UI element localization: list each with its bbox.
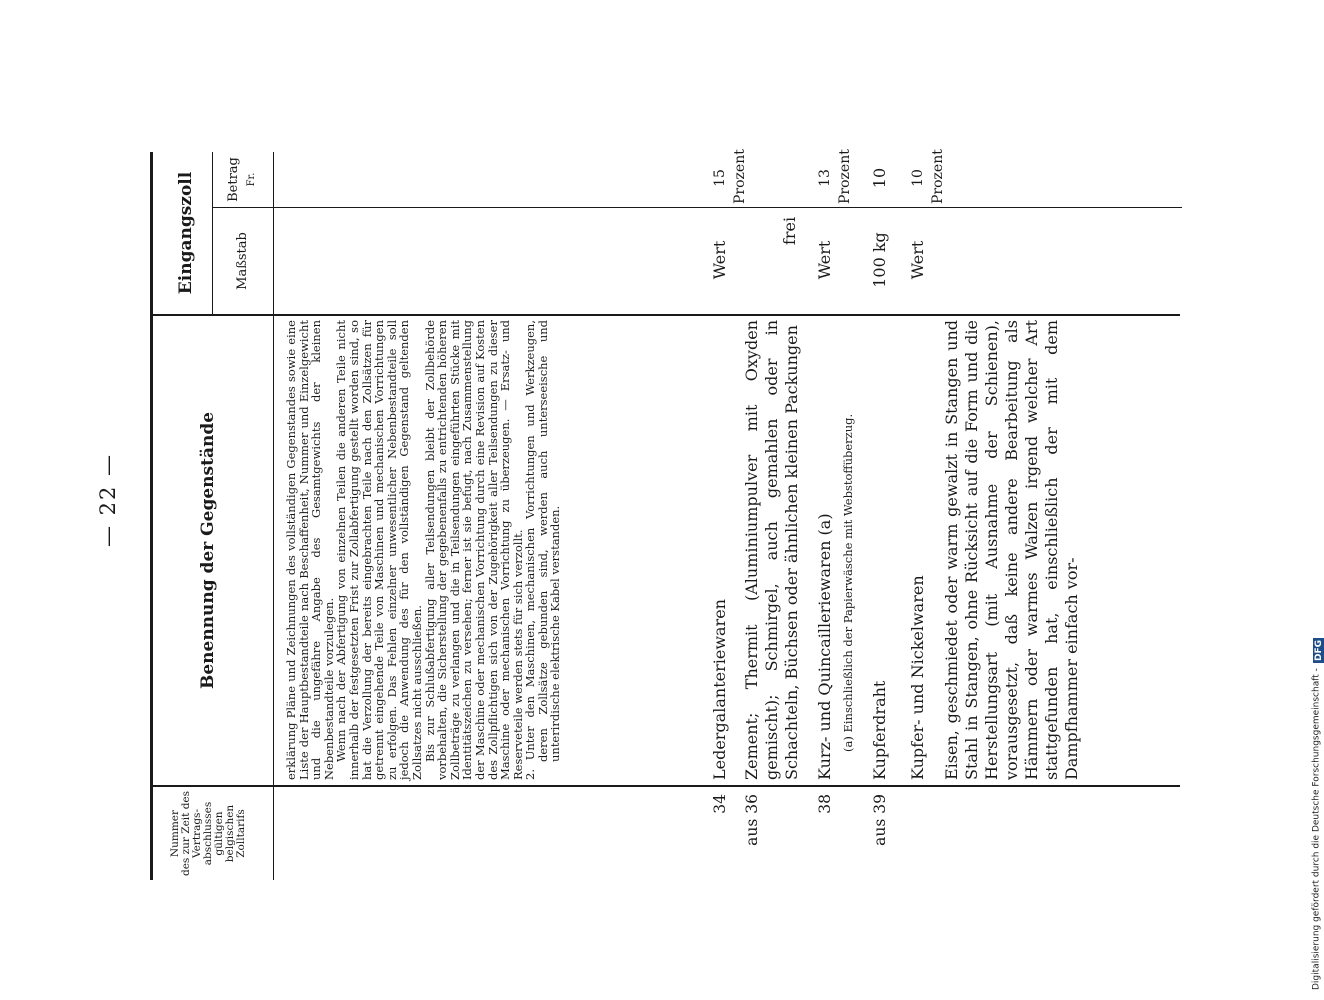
row-number: aus 39 <box>871 794 889 846</box>
header-nummer-line: abschlusses <box>202 801 214 866</box>
row-description: Zement; Thermit (Aluminiumpulver mit Oxyden gemischt); Schmirgel, auch gemahlen oder in Schachteln, Büchsen oder ähnlichen kleinen Packungen <box>742 320 801 780</box>
row-description: Ledergalanteriewaren <box>710 599 729 780</box>
header-bottom-rule <box>273 152 274 880</box>
header-benennung: Benennung der Gegenstände <box>198 411 218 690</box>
row-massstab: 100 kg <box>870 232 889 288</box>
attribution-text: Digitalisierung gefördert durch die Deutsche Forschungsgemeinschaft - <box>1311 668 1322 990</box>
header-nummer-line: Zolltarifs <box>235 809 247 858</box>
row-massstab: Wert <box>908 240 927 280</box>
row-betrag: 10 <box>870 167 889 189</box>
header-nummer-line: gültigen belgischen <box>213 804 236 863</box>
row-number: 34 <box>711 794 729 814</box>
header-massstab: Maßstab <box>235 232 250 290</box>
column-rule-3 <box>212 207 1182 208</box>
row-betrag: 10 Prozent <box>910 149 946 204</box>
row-description: Eisen, geschmiedet oder warm gewalzt in Stangen und Stahl in Stangen, ohne Rücksicht auf die Form und die Herstellungsart (mit Ausnahme der Schienen), vorausgesetzt, daß keine andere Bearbeitung als Hämmern oder warmes Walzen irgend welcher Art stattgefunden hat, einschließlich der mit dem Dampfhammer einfach vor- <box>942 320 1081 780</box>
header-nummer <box>170 787 247 880</box>
row-betrag: frei <box>780 216 799 246</box>
header-nummer-line: Nummer <box>169 809 181 858</box>
header-eingangszoll: Eingangszoll <box>176 171 196 295</box>
intro-paragraph: erklärung Pläne und Zeichnungen des vollständigen Gegenstandes sowie eine Liste der Hauptbestandteile nach Beschaffenheit, Nummer und Einzelgewicht und die ungefähre Angabe des Gesamtgewichts der kleinen Nebenbestandteile vorzulegen. <box>284 320 336 780</box>
row-note: (a) Einschließlich der Papierwäsche mit Webstoffüberzug. <box>841 413 855 752</box>
row-number: aus 36 <box>743 794 761 846</box>
row-massstab: Wert <box>815 240 834 280</box>
row-description: Kurz- und Quincailleriewaren (a) <box>815 513 834 780</box>
row-description: Kupferdraht <box>870 680 889 780</box>
intro-paragraph: 2. Unter den Maschinen, mechanischen Vorrichtungen und Werkzeugen, deren Zollsätze gebunden sind, werden auch unterseeische und unterirdische elektrische Kabel verstanden. <box>523 320 563 780</box>
table-top-rule <box>150 152 153 880</box>
row-betrag: 13 Prozent <box>817 149 853 204</box>
row-betrag: 15 Prozent <box>712 149 748 204</box>
header-nummer-line: des zur Zeit des <box>180 790 192 877</box>
header-betrag-unit: Fr. <box>246 172 257 187</box>
column-rule-2 <box>150 314 1180 316</box>
row-description: Kupfer- und Nickelwaren <box>908 575 927 780</box>
intro-paragraph: Wenn nach der Abfertigung von einzelnen Teilen die anderen Teile nicht innerhalb der festgesetzten Frist zur Zollabfertigung gestellt worden sind, so hat die Verzollung der bereits eingebrachten Teile nach den Zollsätzen für getrennt eingehende Teile von Maschinen und mechanischen Vorrichtungen zu erfolgen. Das Fehlen einzelner unwesentlicher Nebenbestandteile soll jedoch die Anwendung des für den vollständigen Gegenstand geltenden Zollsatzes nicht ausschließen. <box>334 320 424 780</box>
column-rule-1 <box>150 785 1180 787</box>
row-number: 38 <box>816 794 834 814</box>
header-betrag: Betrag <box>226 157 241 202</box>
dfg-logo: DFG <box>1314 640 1324 662</box>
header-nummer-line: Vertrags- <box>191 809 203 859</box>
page-number: — 22 — <box>96 452 120 548</box>
intro-paragraph: Bis zur Schlußabfertigung aller Teilsendungen bleibt der Zollbehörde vorbehalten, die Sicherstellung der gegebenenfalls zu entrichtenden höheren Zollbeträge zu verlangen und die in Teilsendungen eingeführten Stücke mit Identitätszeichen zu versehen; ferner ist sie befugt, nach Zusammenstellung der Maschine oder mechanischen Vorrichtung durch eine Revision auf Kosten des Zollpflichtigen sich von der Zugehörigkeit aller Teilsendungen zu dieser Maschine oder mechanischen Vorrichtung zu überzeugen. — Ersatz- und Reserveteile werden stets für sich verzollt. <box>422 320 525 780</box>
attribution <box>1306 600 1322 990</box>
intro-text <box>285 320 562 780</box>
row-massstab: Wert <box>710 240 729 280</box>
eingangszoll-rule <box>212 152 213 314</box>
